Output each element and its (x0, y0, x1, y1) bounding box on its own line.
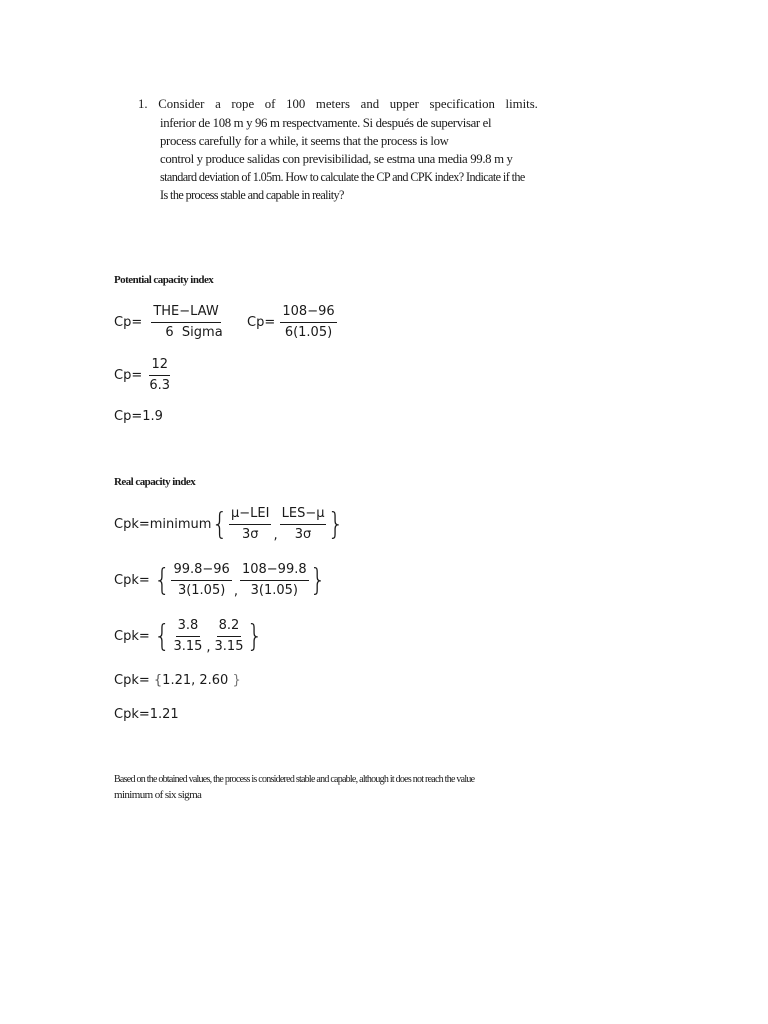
cpk-fraction-upper (280, 506, 327, 543)
denominator: 3.15 (173, 639, 203, 654)
word: Consider (158, 97, 205, 111)
cp-label: Cp= (114, 315, 143, 330)
right-brace: } (327, 507, 345, 542)
cp-formula (114, 304, 226, 341)
cpk-label: Cpk= (114, 573, 150, 588)
word: rope (231, 97, 255, 111)
cp-denominator: 6(1.05) (284, 325, 333, 340)
word: and (360, 97, 380, 111)
problem-line-2: inferior de 108 m y 96 m respectvamente. Si después de supervisar el (160, 116, 492, 130)
denominator: 3(1.05) (177, 583, 226, 598)
cpk-simplified (114, 618, 263, 655)
problem-line-3: process carefully for a while, it seems that the process is low (160, 134, 449, 148)
word: meters (315, 97, 351, 111)
left-brace: { (153, 619, 171, 654)
cp-numerator: THE−LAW (151, 304, 220, 323)
numerator: 8.2 (217, 618, 242, 637)
cp-fraction (147, 357, 172, 394)
cpk-result: Cpk=1.21 (114, 707, 179, 722)
problem-number: 1. (138, 97, 148, 111)
cp-numerator: 108−96 (280, 304, 336, 323)
cp-denominator: 6.3 (149, 378, 171, 393)
problem-line-4: control y produce salidas con previsibilidad, se estma una media 99.8 m y (160, 152, 513, 166)
denominator: 3σ (241, 527, 259, 542)
cpk-fraction-upper (213, 618, 246, 655)
numerator: 3.8 (176, 618, 201, 637)
cpk-label: Cpk= (114, 673, 150, 688)
word: 100 (286, 97, 306, 111)
cp-simplified (114, 357, 173, 394)
right-brace: } (246, 619, 264, 654)
cp-label: Cp= (114, 368, 143, 383)
cpk-label: Cpk=minimum (114, 517, 212, 532)
word: upper (389, 97, 419, 111)
problem-line-6: Is the process stable and capable in reality? (160, 188, 344, 202)
conclusion-line-1: Based on the obtained values, the process is considered stable and capable, although it does not reach the value (114, 774, 475, 785)
problem-line-5: standard deviation of 1.05m. How to calculate the CP and CPK index? Indicate if the (160, 170, 525, 184)
left-brace: { (211, 507, 228, 542)
cpk-fraction-lower (229, 506, 271, 543)
left-brace: { (153, 563, 171, 598)
real-heading: Real capacity index (114, 476, 196, 488)
right-brace: } (309, 563, 327, 598)
cpk-pair: 1.21, 2.60 (162, 673, 229, 688)
problem-line-1 (138, 96, 538, 112)
cpk-fraction-lower (171, 618, 204, 655)
cpk-values (114, 673, 241, 688)
denominator: 3(1.05) (250, 583, 298, 598)
cpk-label: Cpk= (114, 629, 150, 644)
right-brace: } (228, 673, 241, 688)
word: limits. (505, 97, 538, 111)
comma: , (206, 640, 211, 655)
potential-heading: Potential capacity index (114, 274, 214, 286)
numerator: 108−99.8 (240, 562, 309, 581)
cp-numerator: 12 (149, 357, 170, 376)
cpk-formula (114, 506, 344, 543)
cpk-fraction-lower (171, 562, 231, 599)
word: specification (429, 97, 495, 111)
cp-substituted (247, 304, 338, 341)
comma: , (233, 584, 238, 599)
cp-fraction (280, 304, 336, 341)
cp-result: Cp=1.9 (114, 409, 163, 424)
cpk-substituted (114, 562, 326, 599)
word: of (264, 97, 276, 111)
word: a (215, 97, 221, 111)
numerator: μ−LEI (229, 506, 271, 525)
left-brace: { (153, 673, 163, 688)
comma: , (273, 528, 278, 543)
cpk-fraction-upper (240, 562, 309, 599)
numerator: LES−μ (280, 506, 327, 525)
numerator: 99.8−96 (171, 562, 231, 581)
denominator: 3.15 (214, 639, 244, 654)
cp-fraction (147, 304, 224, 341)
denominator: 3σ (294, 527, 312, 542)
cp-label: Cp= (247, 315, 276, 330)
cp-denominator: 6 Sigma (165, 325, 223, 340)
conclusion-line-2: minimum of six sigma (114, 789, 202, 801)
